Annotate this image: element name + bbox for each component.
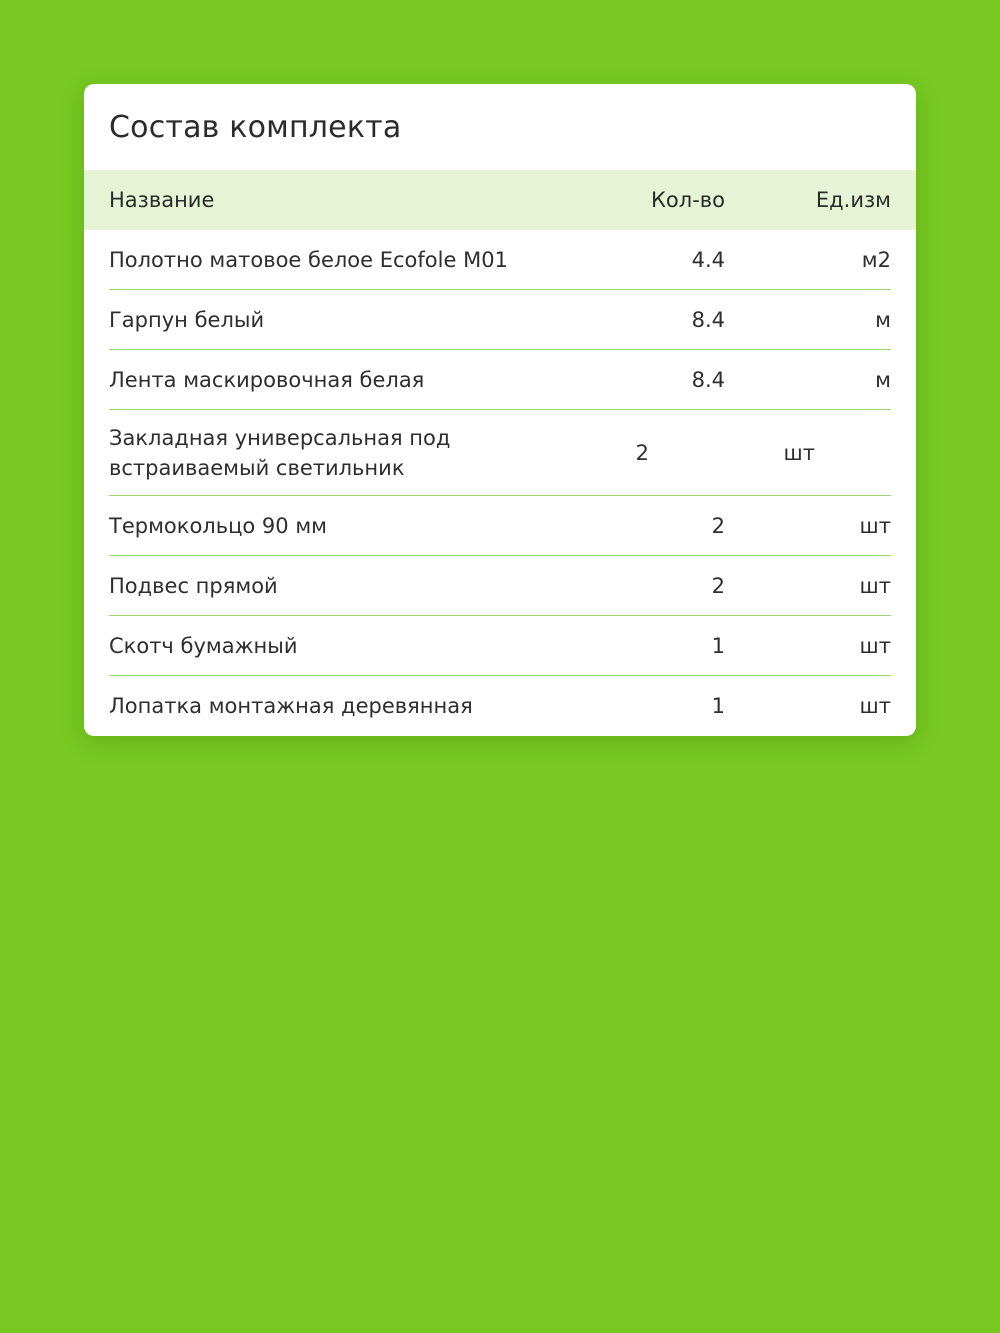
table-row (109, 676, 891, 736)
row-name: Полотно матовое белое Ecofole M01 (109, 247, 508, 272)
row-qty: 8.4 (691, 367, 725, 392)
row-unit: шт (859, 633, 891, 658)
row-name: Подвес прямой (109, 573, 278, 598)
row-qty: 1 (711, 633, 725, 658)
column-header-unit: Ед.изм (815, 188, 891, 212)
row-unit: м (875, 307, 891, 332)
row-unit: шт (859, 573, 891, 598)
row-unit: м2 (861, 247, 891, 272)
table-row (109, 350, 891, 410)
table-row (109, 496, 891, 556)
kit-contents-card (84, 84, 916, 736)
row-name: Лента маскировочная белая (109, 367, 425, 392)
column-header-qty: Кол-во (651, 188, 725, 212)
row-unit: шт (859, 513, 891, 538)
row-qty: 1 (711, 694, 725, 718)
row-qty: 4.4 (691, 247, 725, 272)
row-name: Скотч бумажный (109, 633, 298, 658)
table-body (84, 230, 916, 736)
row-name: Термокольцо 90 мм (109, 513, 327, 538)
row-qty: 2 (711, 573, 725, 598)
table-row (109, 290, 891, 350)
table-row (109, 556, 891, 616)
table-header (84, 170, 916, 230)
column-header-name: Название (109, 188, 215, 212)
row-qty: 8.4 (691, 307, 725, 332)
card-title: Состав комплекта (109, 109, 402, 145)
row-name: Гарпун белый (109, 307, 265, 332)
row-name: Закладная универсальная под встраиваемый светильник (109, 425, 451, 480)
row-unit: шт (783, 440, 815, 465)
table-row (109, 410, 891, 496)
row-unit: шт (859, 694, 891, 718)
row-name: Лопатка монтажная деревянная (109, 694, 473, 718)
table-row (109, 616, 891, 676)
table-row (109, 230, 891, 290)
row-qty: 2 (711, 513, 725, 538)
row-unit: м (875, 367, 891, 392)
row-qty: 2 (635, 440, 649, 465)
